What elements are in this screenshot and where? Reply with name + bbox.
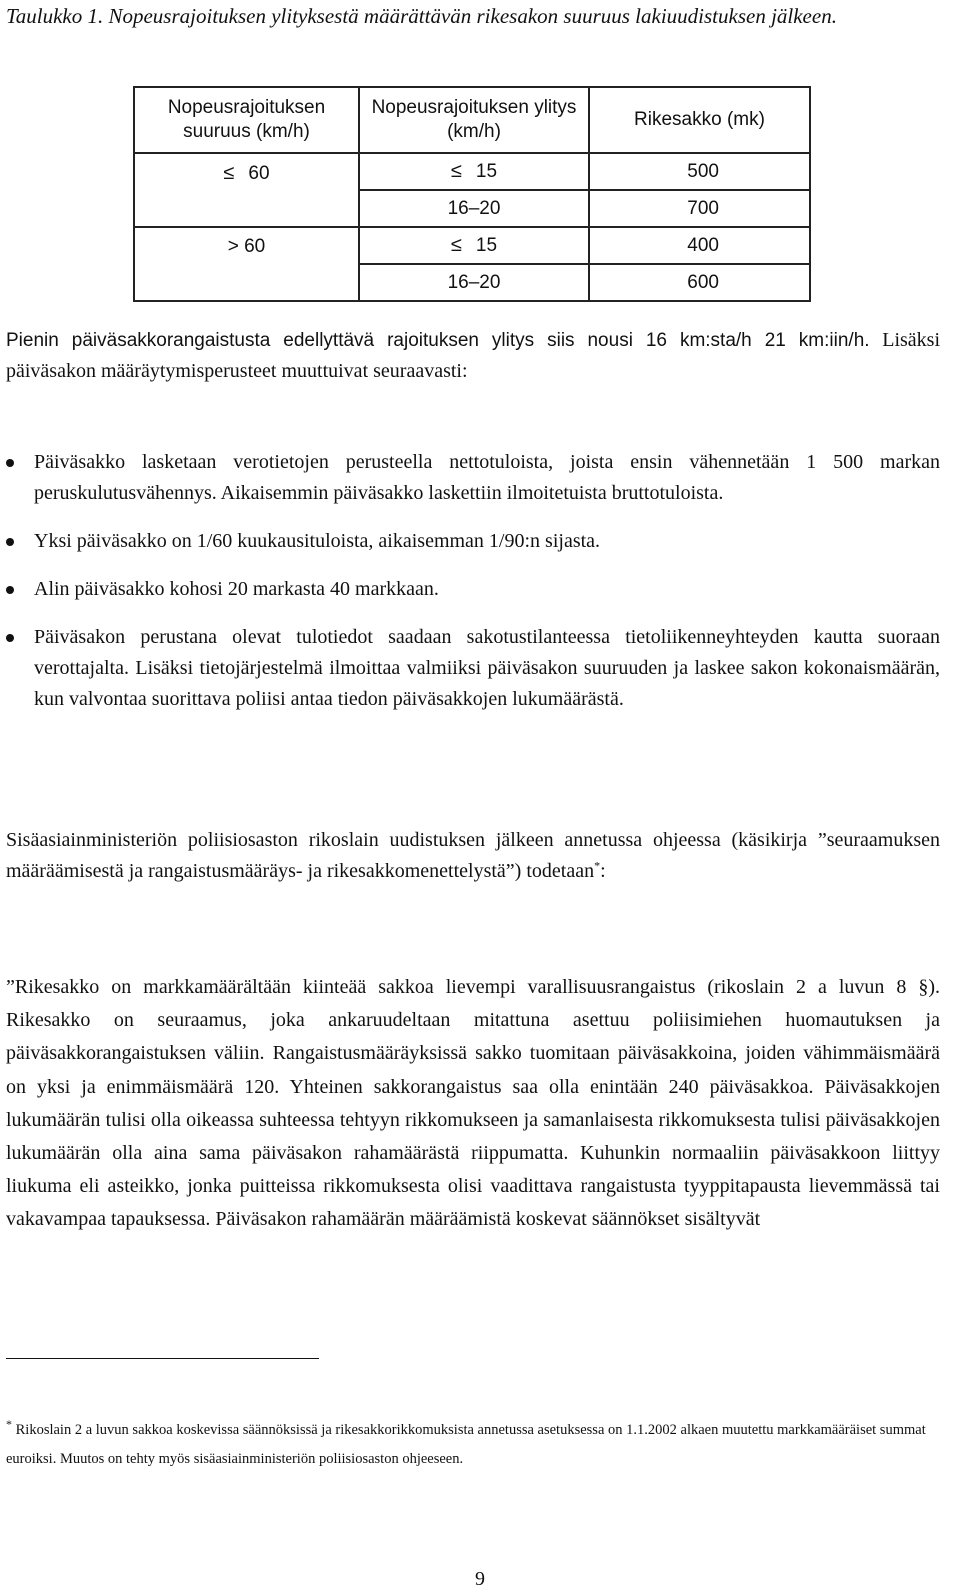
footnote-text: Rikoslain 2 a luvun sakkoa koskevissa säännöksissä ja rikesakkorikkomuksista annetussa asetuksessa on 1.1.2002 alkaen muutettu markkamääräiset summat euroiksi. Muutos on tehty myös sisäasiainministeriön poliisiosaston ohjeeseen.	[6, 1422, 926, 1467]
paragraph-ministry	[6, 825, 940, 887]
list-item	[6, 447, 940, 509]
header-excess: Nopeusrajoituksen ylitys (km/h)	[359, 87, 589, 153]
table-cell-fine: 700	[589, 190, 810, 227]
list-item-text: Päiväsakko lasketaan verotietojen perusteella nettotuloista, joista ensin vähennetään 1 500 markan peruskulutusvähennys. Aikaisemmin päiväsakko laskettiin ilmoitetuista bruttotuloista.	[34, 451, 940, 504]
less-or-equal-symbol: ≤	[450, 234, 462, 256]
table-cell-excess	[359, 153, 589, 190]
table-cell-excess	[359, 227, 589, 264]
footnote-divider	[6, 1358, 319, 1359]
less-or-equal-symbol: ≤	[450, 160, 462, 182]
table-caption: Taulukko 1. Nopeusrajoituksen ylityksestä määrättävän rikesakon suuruus lakiuudistuksen jälkeen.	[6, 4, 837, 28]
table-cell-limit	[134, 153, 359, 227]
footnote-reference[interactable]: *	[594, 858, 601, 873]
limit-value: 60	[248, 163, 270, 184]
list-item-text: Yksi päiväsakko on 1/60 kuukausituloista, aikaisemman 1/90:n sijasta.	[34, 530, 601, 552]
paragraph-ministry-text: Sisäasiainministeriön poliisiosaston rikoslain uudistuksen jälkeen annetussa ohjeessa (käsikirja ”seuraamuksen määräämisestä ja rangaistusmääräys- ja rikesakkomenettelystä”) todetaan	[6, 829, 940, 882]
footnote	[6, 1416, 940, 1474]
list-item	[6, 574, 940, 605]
table-cell-excess: 16–20	[359, 190, 589, 227]
paragraph-intro-sans: Pienin päiväsakkorangaistusta edellyttävä rajoituksen ylitys siis nousi 16 km:sta/h 21 km:iin/h.	[6, 330, 870, 351]
table-row	[134, 153, 810, 190]
list-item	[6, 622, 940, 715]
bullet-icon	[6, 634, 14, 642]
list-item-text: Alin päiväsakko kohosi 20 markasta 40 markkaan.	[34, 578, 439, 600]
list-item-text: Päiväsakon perustana olevat tulotiedot saadaan sakotustilanteessa tietoliikenneyhteyden kautta suoraan verottajalta. Lisäksi tietojärjestelmä ilmoittaa valmiiksi päiväsakon suuruuden ja laskee sakon kokonaismäärän, kun valvontaa suorittava poliisi antaa tiedon päiväsakkojen lukumäärästä.	[34, 626, 940, 710]
excess-value: 15	[475, 235, 498, 256]
bullet-icon	[6, 459, 14, 467]
list-item	[6, 526, 940, 557]
excess-value: 15	[475, 161, 498, 182]
table-cell-fine: 600	[589, 264, 810, 301]
table-cell-excess: 16–20	[359, 264, 589, 301]
bullet-icon	[6, 538, 14, 546]
bullet-icon	[6, 586, 14, 594]
table-cell-fine: 500	[589, 153, 810, 190]
quotation: ”Rikesakko on markkamäärältään kiinteää sakkoa lievempi varallisuusrangaistus (rikoslain 2 a luvun 8 §). Rikesakko on seuraamus, joka ankaruudeltaan mitattuna asettuu poliisimiehen huomautuksen ja päiväsakkorangaistuksen väliin. Rangaistusmääräyksissä sakko tuomitaan päiväsakkoina, joiden vähimmäismäärä on yksi ja enimmäismäärä 120. Yhteinen sakkorangaistus saa olla enintään 240 päiväsakkoa. Päiväsakkojen lukumäärän tulisi olla oikeassa suhteessa tehtyyn rikkomukseen ja samanlaisesta rikkomuksesta tulisi päiväsakkojen lukumäärän olla aina sama päiväsakon rahamäärästä riippumatta. Kuhunkin normaaliin päiväsakkoon liittyy liukuma eli asteikko, jonka puitteissa rikkomuksesta olisi vaadittava rangaistusta tyyppitapausta lievemmässä tai vakavampaa tapauksessa. Päiväsakon rahamäärän määräämistä koskevat säännökset sisältyvät	[6, 976, 940, 1231]
table-cell-limit: > 60	[134, 227, 359, 301]
footnote-marker: *	[6, 1417, 12, 1432]
table-cell-fine: 400	[589, 227, 810, 264]
paragraph-intro	[6, 325, 940, 387]
page-number: 9	[475, 1568, 485, 1590]
bullet-list	[6, 447, 940, 732]
table-row	[134, 227, 810, 264]
paragraph-intro-serif: Lisäksi päiväsakon määräytymisperusteet muuttuivat seuraavasti:	[6, 329, 940, 382]
table-header-row	[134, 87, 810, 153]
header-speed-limit: Nopeusrajoituksen suuruus (km/h)	[134, 87, 359, 153]
paragraph-ministry-end: :	[600, 860, 606, 882]
header-fine: Rikesakko (mk)	[589, 87, 810, 153]
less-or-equal-symbol: ≤	[223, 162, 235, 184]
fine-table	[133, 86, 811, 302]
